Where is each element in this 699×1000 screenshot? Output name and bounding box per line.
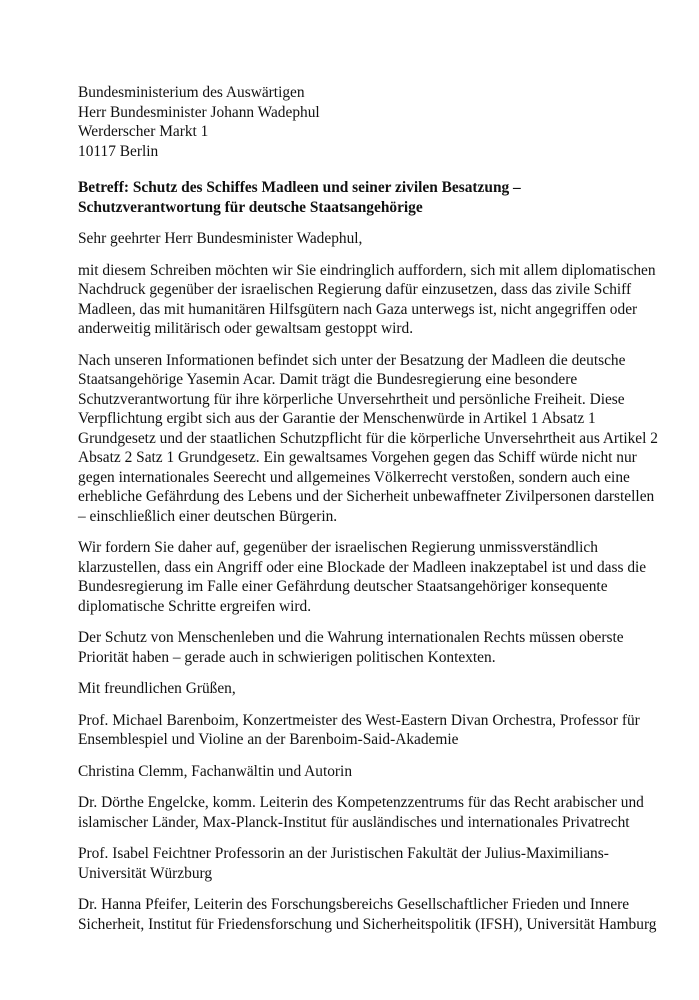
paragraph-line: mit diesem Schreiben möchten wir Sie eindringlich auffordern, sich mit allem diplomatischen	[78, 261, 656, 279]
signatory-line: Universität Würzburg	[78, 864, 213, 882]
closing-formula: Mit freundlichen Grüßen,	[78, 680, 236, 697]
paragraph-line: Nachdruck gegenüber der israelischen Regierung dafür einzusetzen, dass das zivile Schiff	[78, 281, 632, 298]
signatory-entry	[78, 762, 633, 782]
paragraph-line: gegen internationales Seerecht und allgemeines Völkerrecht verstoßen, sondern auch eine	[78, 468, 630, 486]
paragraph-line: Madleen, das mit humanitären Hilfsgütern nach Gaza unterwegs ist, nicht angegriffen oder	[78, 300, 638, 318]
letter-content	[78, 83, 658, 934]
recipient-line-city: 10117 Berlin	[78, 142, 159, 160]
signatory-entry	[78, 793, 644, 832]
paragraph-line: Priorität haben – gerade auch in schwierigen politischen Kontexten.	[78, 648, 496, 666]
signatory-entry	[78, 711, 640, 750]
paragraph-line: Wir fordern Sie daher auf, gegenüber der israelischen Regierung unmissverständlich	[78, 539, 598, 556]
signatory-line: Christina Clemm, Fachanwältin und Autorin	[78, 762, 353, 780]
paragraph-line: – einschließlich einer deutschen Bürgerin.	[78, 507, 338, 525]
signatory-line: Prof. Isabel Feichtner Professorin an der Juristischen Fakultät der Julius-Maximilians-	[78, 845, 609, 862]
paragraph-line: Staatsangehörige Yasemin Acar. Damit trägt die Bundesregierung eine besondere	[78, 371, 578, 388]
body-paragraph	[78, 351, 658, 527]
paragraph-line: Der Schutz von Menschenleben und die Wahrung internationalen Rechts müssen oberste	[78, 629, 624, 646]
subject-line: Betreff: Schutz des Schiffes Madleen und seiner zivilen Besatzung –	[78, 179, 521, 196]
recipient-line-street: Werderscher Markt 1	[78, 123, 209, 140]
paragraph-line: Bundesregierung im Falle einer Gefährdung deutscher Staatsangehöriger konsequente	[78, 578, 608, 595]
body-paragraph	[78, 538, 647, 616]
recipient-address	[78, 83, 633, 161]
recipient-line-minister: Herr Bundesminister Johann Wadephul	[78, 103, 320, 121]
signatory-line: Dr. Hanna Pfeifer, Leiterin des Forschungsbereichs Gesellschaftlicher Frieden und Innere	[78, 896, 630, 913]
signatory-entry	[78, 895, 657, 934]
subject-heading	[78, 178, 633, 217]
paragraph-line: Absatz 2 Satz 1 Grundgesetz. Ein gewaltsames Vorgehen gegen das Schiff würde nicht nur	[78, 449, 637, 466]
paragraph-line: Verpflichtung ergibt sich aus der Garantie der Menschenwürde in Artikel 1 Absatz 1	[78, 410, 596, 427]
signatory-line: Prof. Michael Barenboim, Konzertmeister des West-Eastern Divan Orchestra, Professor für	[78, 711, 640, 729]
paragraph-line: Grundgesetz und der staatlichen Schutzpflicht für die körperliche Unversehrtheit aus Artikel 2	[78, 429, 658, 447]
signatory-line: Dr. Dörthe Engelcke, komm. Leiterin des Kompetenzzentrums für das Recht arabischer und	[78, 794, 644, 811]
subject-line: Schutzverantwortung für deutsche Staatsangehörige	[78, 198, 423, 216]
body-paragraph	[78, 261, 656, 339]
paragraph-line: Schutzverantwortung für ihre körperliche Unversehrtheit und persönliche Freiheit. Diese	[78, 390, 625, 408]
recipient-line-ministry: Bundesministerium des Auswärtigen	[78, 84, 305, 101]
signatory-entry	[78, 844, 633, 883]
signatory-line: Sicherheit, Institut für Friedensforschung und Sicherheitspolitik (IFSH), Universität Hamburg	[78, 915, 657, 933]
paragraph-line: anderweitig militärisch oder gewaltsam gestoppt wird.	[78, 320, 414, 337]
signatory-line: islamischer Länder, Max-Planck-Institut für ausländisches und internationales Privatrecht	[78, 813, 630, 831]
signatory-line: Ensemblespiel und Violine an der Barenboim-Said-Akademie	[78, 731, 459, 748]
paragraph-line: erhebliche Gefährdung des Lebens und der Sicherheit unbewaffneter Zivilpersonen darstellen	[78, 488, 655, 505]
body-paragraph	[78, 628, 633, 667]
paragraph-line: klarzustellen, dass ein Angriff oder eine Blockade der Madleen inakzeptabel ist und dass die	[78, 558, 647, 576]
salutation: Sehr geehrter Herr Bundesminister Wadephul,	[78, 230, 363, 247]
paragraph-line: diplomatische Schritte ergreifen wird.	[78, 597, 312, 615]
paragraph-line: Nach unseren Informationen befindet sich unter der Besatzung der Madleen die deutsche	[78, 351, 626, 369]
